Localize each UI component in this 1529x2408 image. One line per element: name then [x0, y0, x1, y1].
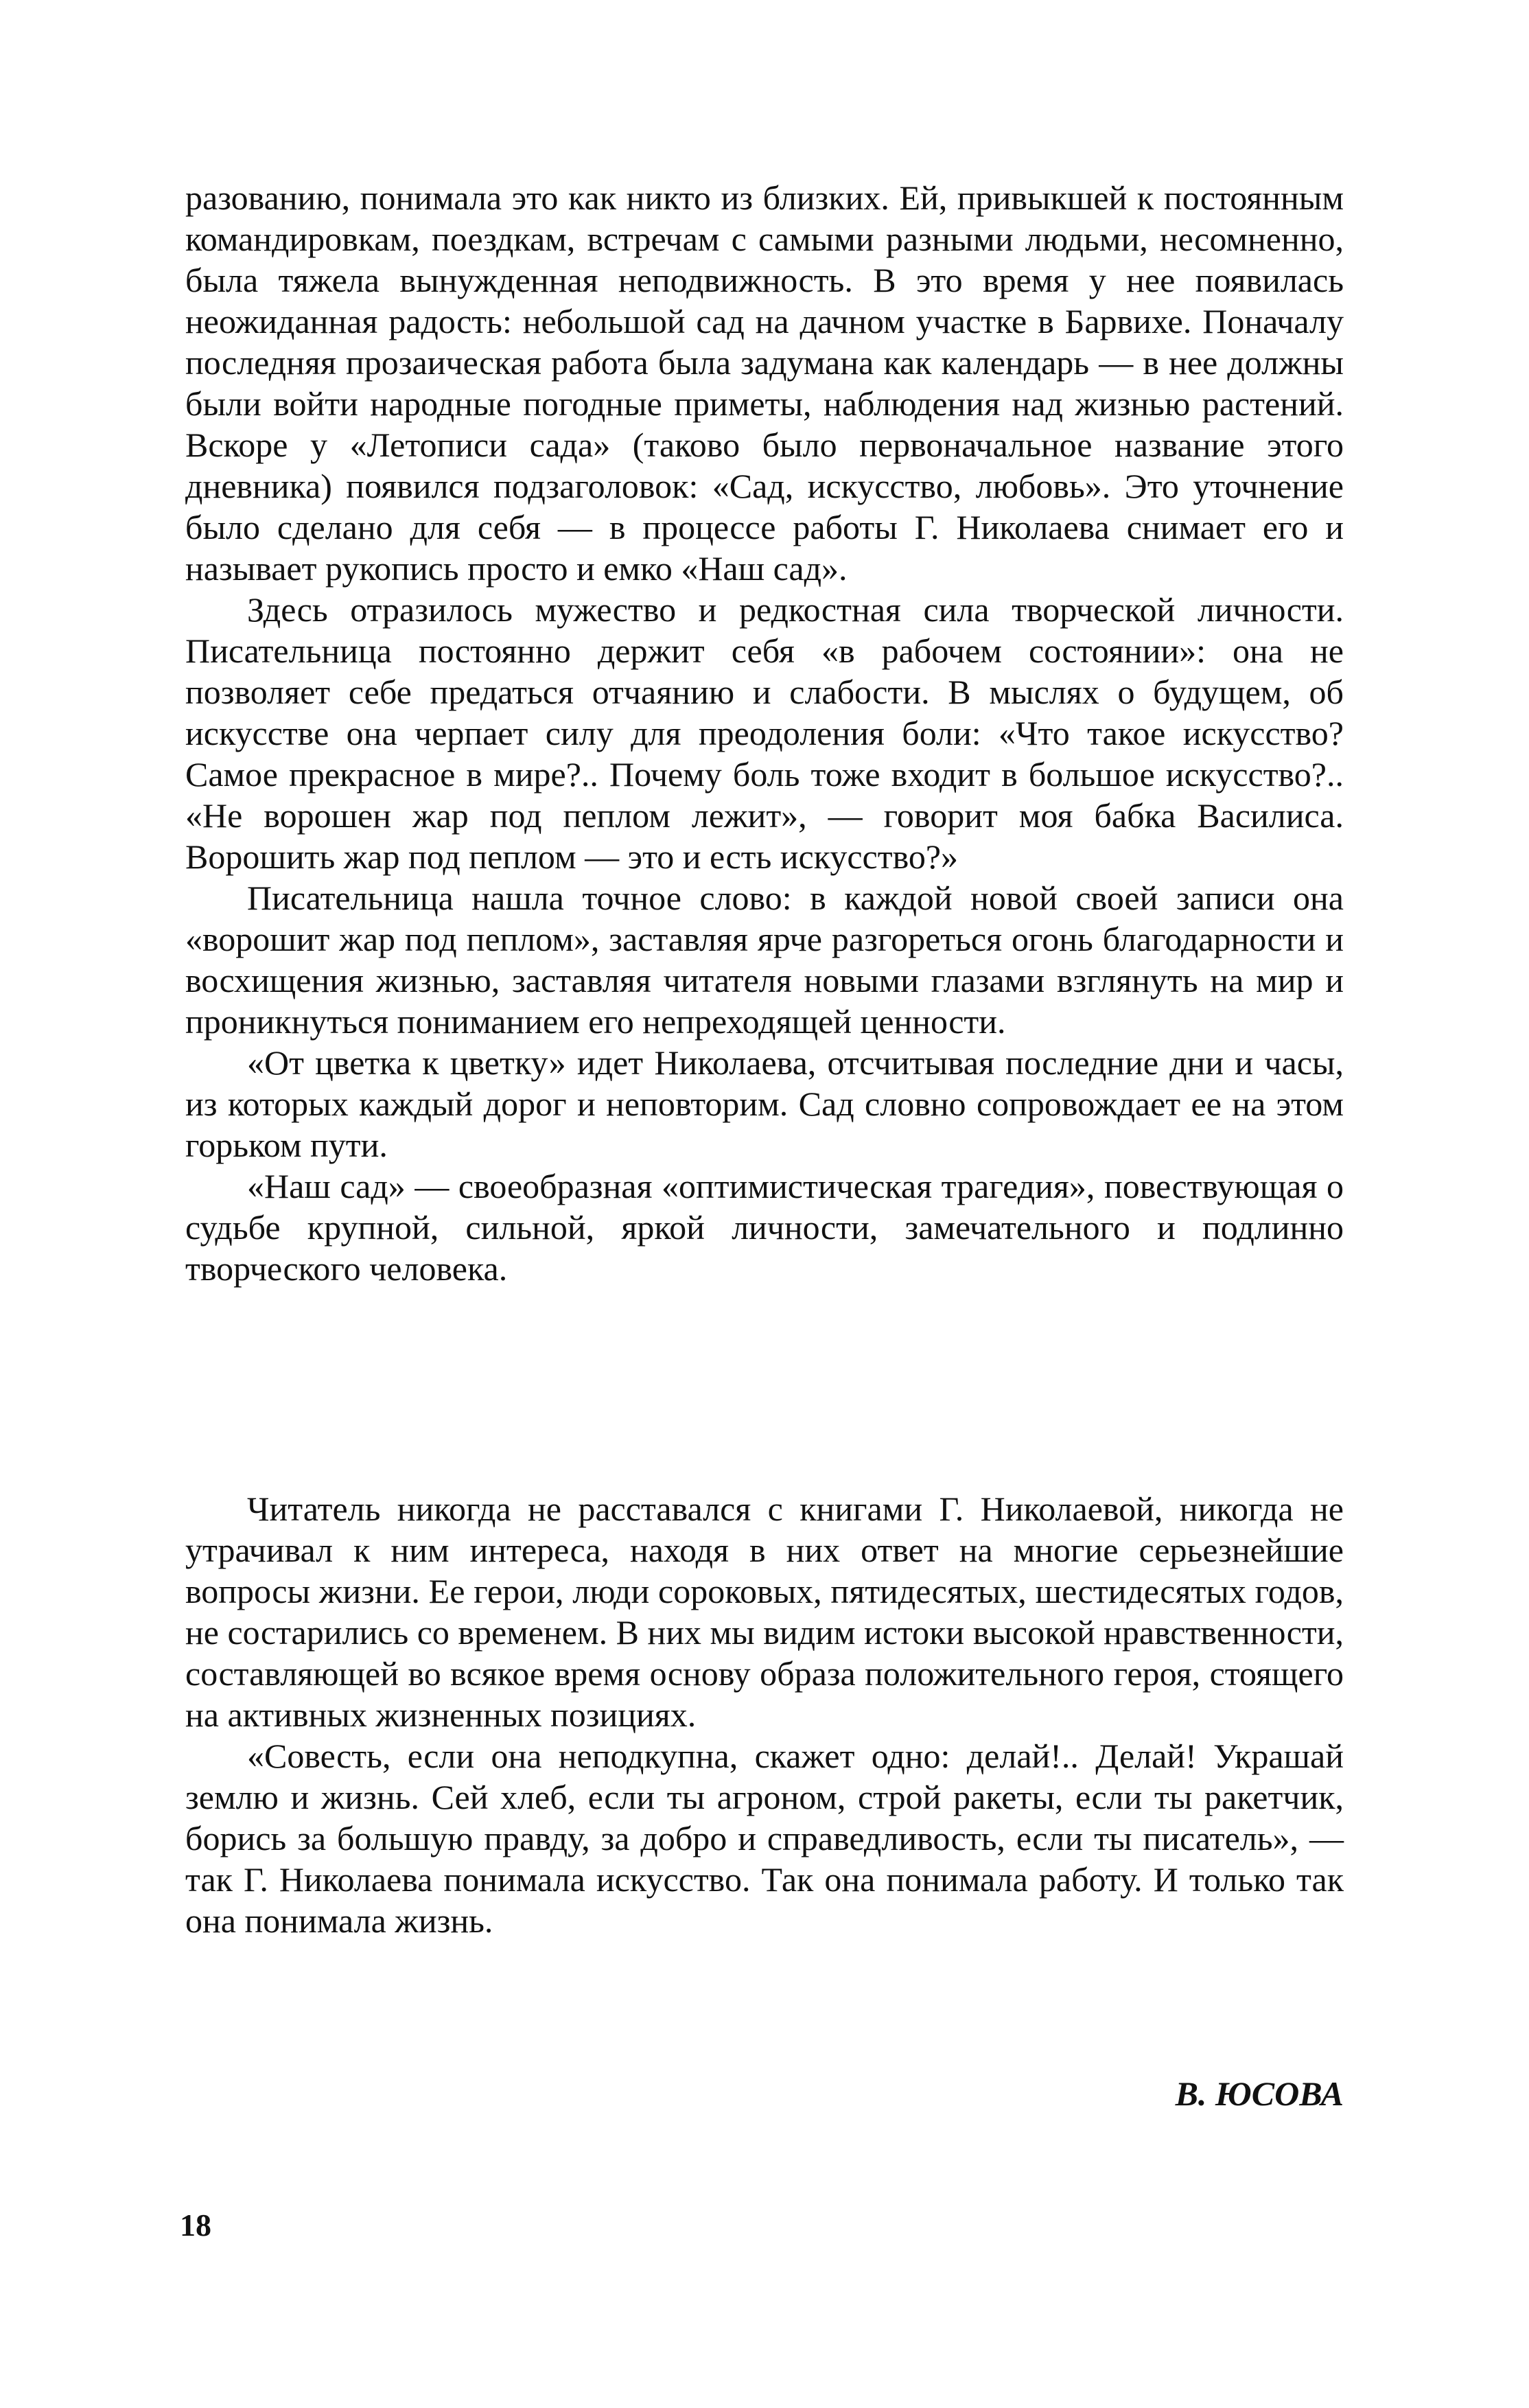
article-section-2: [185, 1488, 1344, 1941]
paragraph: Здесь отразилось мужество и редкостная сила творческой личности. Писательница постоянно держит себя «в рабочем состоянии»: она не позволяет себе предаться отчаянию и слабости. В мыслях о будущем, об искусстве она черпает силу для преодоления боли: «Что такое искусство? Самое прекрасное в мире?.. Почему боль тоже входит в большое искусство?.. «Не ворошен жар под пеплом лежит», — говорит моя бабка Василиса. Ворошить жар под пеплом — это и есть искусство?»: [185, 590, 1344, 876]
paragraph: «Совесть, если она неподкупна, скажет одно: делай!.. Делай! Украшай землю и жизнь. Сей хлеб, если ты агроном, строй ракеты, если ты ракетчик, борись за большую правду, за добро и справедливость, если ты писатель», — так Г. Николаева понимала искусство. Так она понимала работу. И только так она понимала жизнь.: [185, 1737, 1344, 1940]
author-signature: В. ЮСОВА: [1175, 2074, 1344, 2113]
page-number: 18: [180, 2208, 211, 2243]
paragraph: «От цветка к цветку» идет Николаева, отсчитывая последние дни и часы, из которых каждый дорог и неповторим. Сад словно сопровождает ее на этом горьком пути.: [185, 1043, 1344, 1164]
article-section-1: [185, 177, 1344, 1289]
paragraph: Писательница нашла точное слово: в каждой новой своей записи она «ворошит жар под пеплом», заставляя ярче разгореться огонь благодарности и восхищения жизнью, заставляя читателя новыми глазами взглянуть на мир и проникнуться пониманием его непреходящей ценности.: [185, 879, 1344, 1041]
paragraph: Читатель никогда не расставался с книгами Г. Николаевой, никогда не утрачивал к ним интереса, находя в них ответ на многие серьезнейшие вопросы жизни. Ее герои, люди сороковых, пятидесятых, шестидесятых годов, не состарились со временем. В них мы видим истоки высокой нравственности, составляющей во всякое время основу образа положительного героя, стоящего на активных жизненных позициях.: [185, 1490, 1344, 1734]
paragraph-continuation: разованию, понимала это как никто из близких. Ей, привыкшей к постоянным командировкам, поездкам, встречам с самыми разными людьми, несомненно, была тяжела вынужденная неподвижность. В это время у нее появилась неожиданная радость: небольшой сад на дачном участке в Барвихе. Поначалу последняя прозаическая работа была задумана как календарь — в нее должны были войти народные погодные приметы, наблюдения над жизнью растений. Вскоре у «Летописи сада» (таково было первоначальное название этого дневника) появился подзаголовок: «Сад, искусство, любовь». Это уточнение было сделано для себя — в процессе работы Г. Николаева снимает его и называет рукопись просто и емко «Наш сад».: [185, 178, 1344, 588]
paragraph: «Наш сад» — своеобразная «оптимистическая трагедия», повествующая о судьбе крупной, сильной, яркой личности, замечательного и подлинно творческого человека.: [185, 1167, 1344, 1288]
